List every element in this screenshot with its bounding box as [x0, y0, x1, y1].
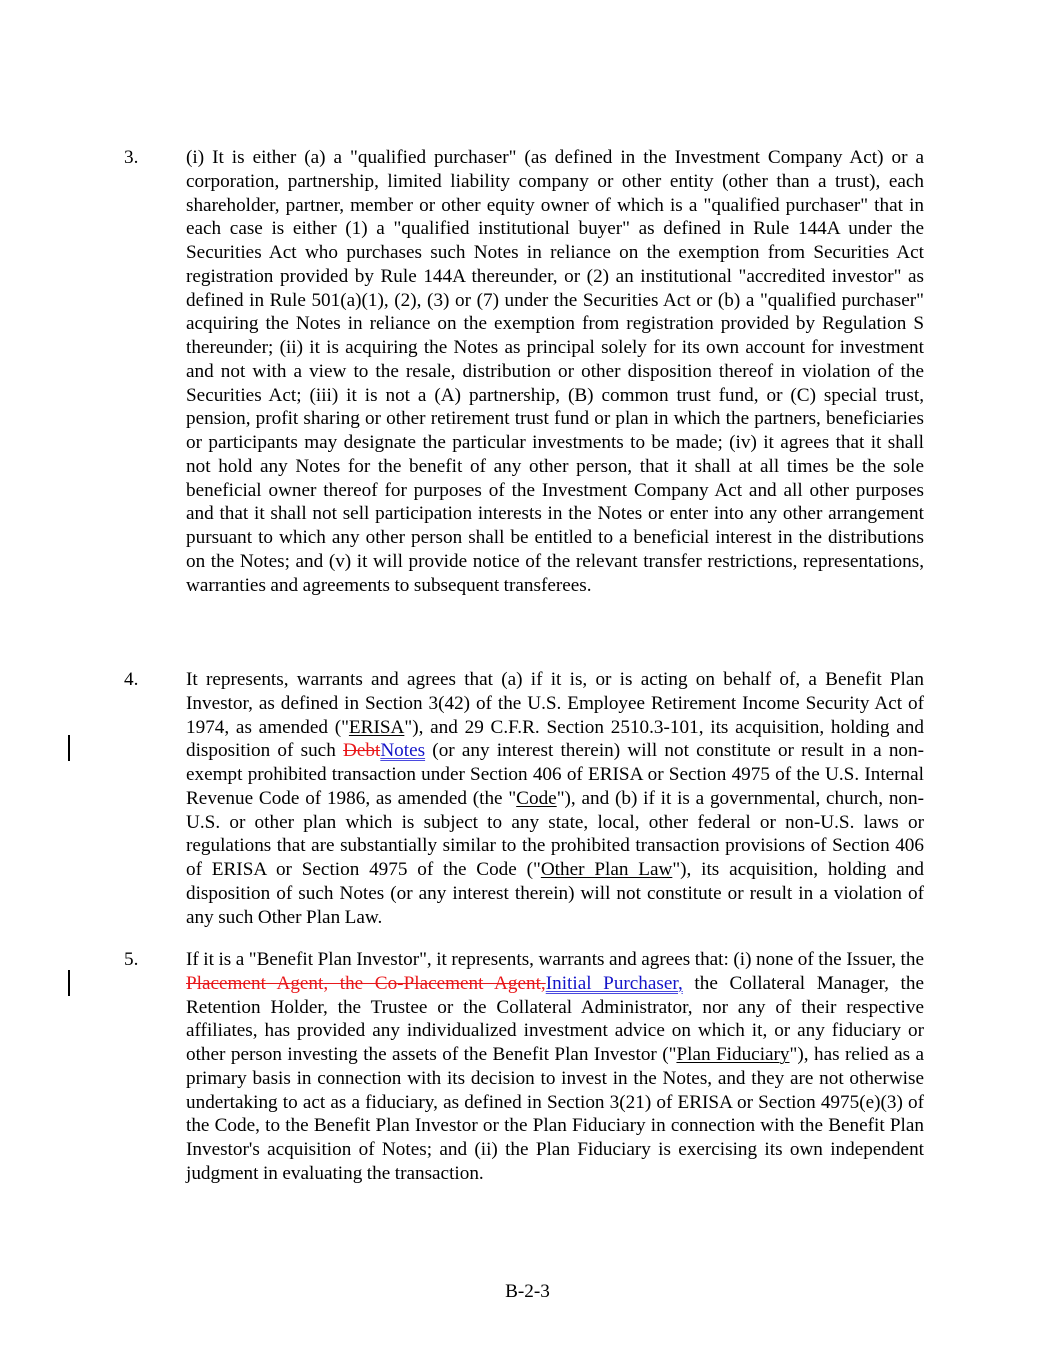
defined-term-erisa: ERISA [348, 716, 405, 738]
tracked-insertion: Notes [380, 740, 426, 762]
change-bar [68, 735, 70, 761]
defined-term-other-plan-law: Other Plan Law [540, 859, 673, 880]
text-run: It represents, warrants and agrees that (a) if it is, or is acting on behalf of, a Benefit Plan Investor, as defined in Section 3(42) of the U.S. Employee Retirement Income Security Act of 1974, as amended (" [186, 669, 924, 738]
list-item-3 [124, 146, 924, 597]
list-item-5 [124, 948, 924, 1186]
tracked-insertion: Initial Purchaser, [545, 972, 683, 994]
text-run: "), and (b) if it is a governmental, church, non-U.S. or other plan which is subject to any state, local, other federal or non-U.S. laws or regulations that are substantially similar to the prohibited transaction provisions of Section 406 of ERISA or Section 4975 of the Code (" [186, 787, 924, 880]
text-run: If it is a "Benefit Plan Investor", it represents, warrants and agrees that: (i) none of the Issuer, the [186, 949, 924, 970]
item-number: 4. [124, 669, 139, 690]
text-run: the Collateral Manager, the Retention Holder, the Trustee or the Collateral Administrator, nor any of their respective affiliates, has provided any individualized investment advice on which it, or any fiduciary or other person investing the assets of the Benefit Plan Investor (" [186, 972, 924, 1065]
item-body [186, 668, 924, 929]
text-run: "), its acquisition, holding and disposition of such Notes (or any interest therein) will not constitute or result in a violation of any such Other Plan Law. [186, 859, 925, 928]
change-bar [68, 970, 70, 996]
text-run: "), has relied as a primary basis in connection with its decision to invest in the Notes, and they are not otherwise undertaking to act as a fiduciary, as defined in Section 3(21) of ERISA or Section 4975(e)(3) of the Code, to the Benefit Plan Investor or the Plan Fiduciary in connection with the Benefit Plan Investor's acquisition of Notes; and (ii) the Plan Fiduciary is exercising its own independent judgment in evaluating the transaction. [186, 1044, 924, 1184]
tracked-deletion: Placement Agent, the Co-Placement Agent, [186, 972, 546, 994]
text-run: "), and 29 C.F.R. Section 2510.3-101, its acquisition, holding and disposition of such [186, 716, 924, 762]
page-number: B-2-3 [505, 1281, 550, 1302]
text-run: (or any interest therein) will not constitute or result in a non-exempt prohibited transaction under Section 406 of ERISA or Section 4975 of the U.S. Internal Revenue Code of 1986, as amended (the " [186, 740, 925, 809]
tracked-deletion: Debt [343, 740, 381, 762]
item-number: 3. [124, 147, 139, 168]
defined-term-plan-fiduciary: Plan Fiduciary [676, 1044, 790, 1065]
item-number: 5. [124, 949, 139, 970]
item-body [186, 948, 924, 1186]
item-body: (i) It is either (a) a "qualified purchaser" (as defined in the Investment Company Act) or a corporation, partnership, limited liability company or other entity (other than a trust), each shareholder, partner, member or other equity owner of which is a "qualified purchaser" that in each case is either (1) a "qualified institutional buyer" as defined in Rule 144A under the Securities Act who purchases such Notes in reliance on the exemption from Securities Act registration provided by Rule 144A thereunder, or (2) an institutional "accredited investor" as defined in Rule 501(a)(1), (2), (3) or (7) under the Securities Act or (b) a "qualified purchaser" acquiring the Notes in reliance on the exemption from registration provided by Regulation S thereunder; (ii) it is acquiring the Notes as principal solely for its own account for investment and not with a view to the resale, distribution or other disposition thereof in violation of the Securities Act; (iii) it is not a (A) partnership, (B) common trust fund, or (C) special trust, pension, profit sharing or other retirement trust fund or plan in which the partners, beneficiaries or participants may designate the particular investments to be made; (iv) it agrees that it shall not hold any Notes for the benefit of any other person, that it shall at all times be the sole beneficial owner thereof for purposes of the Investment Company Act and all other purposes and that it shall not sell participation interests in the Notes or enter into any other arrangement pursuant to which any other person shall be entitled to a beneficial interest in the distributions on the Notes; and (v) it will provide notice of the relevant transfer restrictions, representations, warranties and agreements to subsequent transferees. [186, 147, 924, 596]
list-item-4 [124, 668, 924, 929]
defined-term-code: Code [516, 787, 557, 809]
